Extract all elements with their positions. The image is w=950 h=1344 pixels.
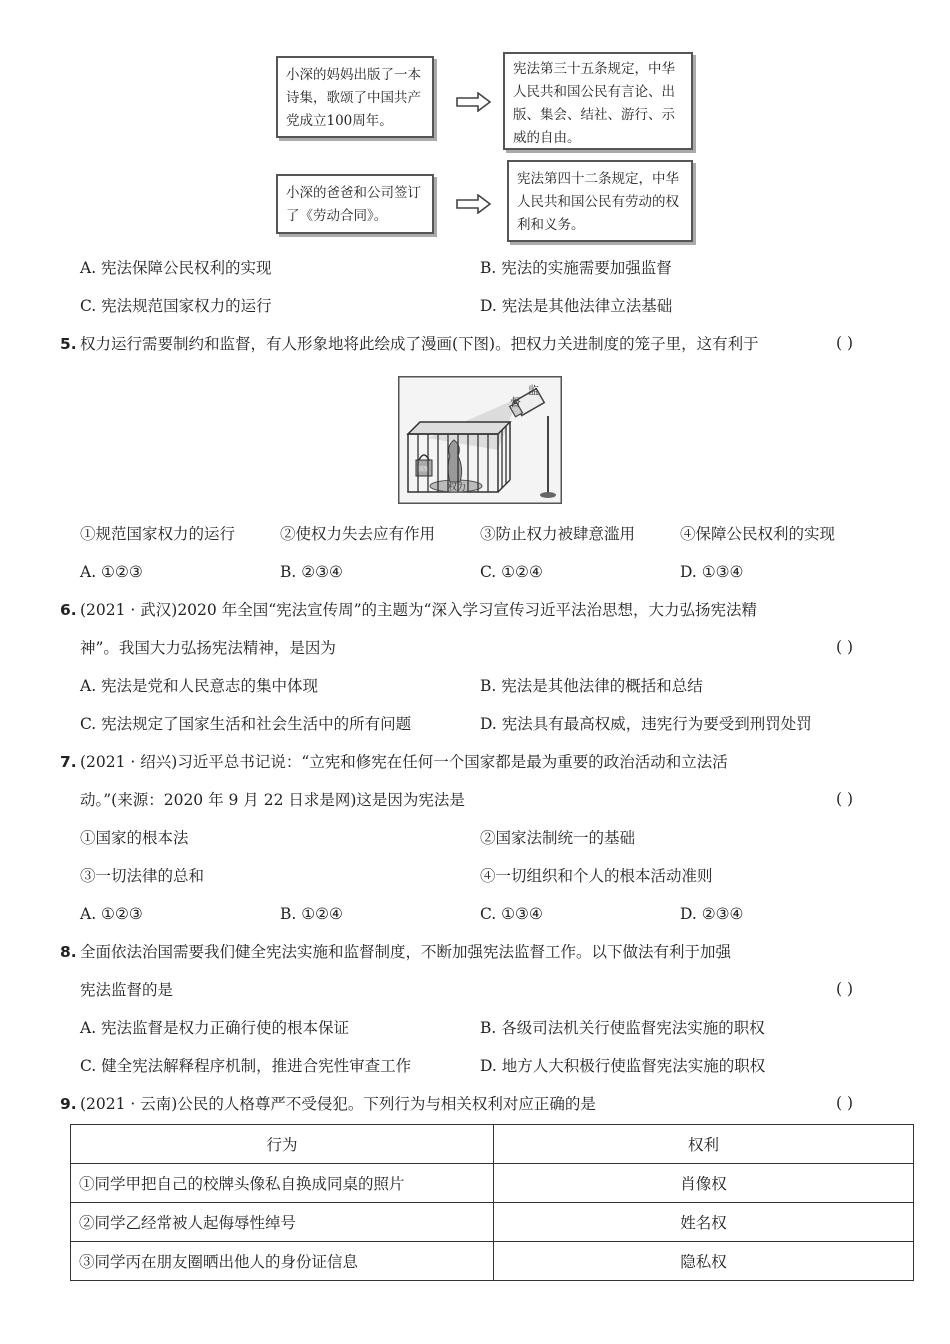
arrow-right-icon <box>456 194 492 218</box>
table-cell-right: 肖像权 <box>494 1164 914 1203</box>
q9-answer-paren[interactable]: ( ) <box>836 1094 854 1112</box>
q7-stem-line1: (2021 · 绍兴)习近平总书记说：“立宪和修宪在任何一个国家都是最为重要的政治活动和立法活 <box>80 753 728 771</box>
q5-option-b[interactable]: B. ②③④ <box>280 563 343 581</box>
cartoon-label-lock: 制度 <box>417 466 430 473</box>
table-header-action: 行为 <box>71 1125 494 1164</box>
diagram-box-article42 <box>507 160 693 242</box>
diagram-text: 小深的爸爸和公司签订 <box>286 185 421 201</box>
cartoon-label-du: 督 <box>510 396 521 409</box>
table-cell-right: 隐私权 <box>494 1242 914 1281</box>
q6-answer-paren[interactable]: ( ) <box>836 638 854 656</box>
arrow-right-icon <box>456 92 492 116</box>
diagram-box-mother <box>276 56 434 138</box>
q9-number: 9. <box>60 1095 77 1113</box>
q8-answer-paren[interactable]: ( ) <box>836 980 854 998</box>
q5-item-4: ④保障公民权利的实现 <box>680 525 836 543</box>
diagram-text: 小深的妈妈出版了一本 <box>286 67 421 83</box>
diagram-text: 宪法第四十二条规定，中华 <box>517 171 679 187</box>
cartoon-label-jian: 监 <box>528 384 539 397</box>
q8-option-b[interactable]: B. 各级司法机关行使监督宪法实施的职权 <box>480 1019 765 1037</box>
q7-item-3: ③一切法律的总和 <box>80 867 205 885</box>
table-cell-action: ②同学乙经常被人起侮辱性绰号 <box>71 1203 494 1242</box>
q8-option-d[interactable]: D. 地方人大积极行使监督宪法实施的职权 <box>480 1057 766 1075</box>
q6-stem-line1: (2021 · 武汉)2020 年全国“宪法宣传周”的主题为“深入学习宣传习近平法治思想，大力弘扬宪法精 <box>80 601 757 619</box>
q5-option-c[interactable]: C. ①②④ <box>480 563 543 581</box>
q7-answer-paren[interactable]: ( ) <box>836 790 854 808</box>
q4-option-c[interactable]: C. 宪法规范国家权力的运行 <box>80 297 272 315</box>
table-header-right: 权利 <box>494 1125 914 1164</box>
diagram-box-article35 <box>503 52 693 150</box>
q6-option-a[interactable]: A. 宪法是党和人民意志的集中体现 <box>80 677 319 695</box>
diagram-text: 人民共和国公民有劳动的权 <box>517 194 679 210</box>
rights-table <box>70 1124 914 1281</box>
q5-item-2: ②使权力失去应有作用 <box>280 525 436 543</box>
table-row <box>71 1164 914 1203</box>
q7-stem-line2: 动。”(来源：2020 年 9 月 22 日求是网)这是因为宪法是 <box>80 791 465 809</box>
diagram-text: 党成立100周年。 <box>286 113 393 129</box>
diagram-text: 版、集会、结社、游行、示 <box>513 107 675 123</box>
q6-option-d[interactable]: D. 宪法具有最高权威，违宪行为要受到刑罚处罚 <box>480 715 812 733</box>
table-cell-action: ①同学甲把自己的校牌头像私自换成同桌的照片 <box>71 1164 494 1203</box>
q8-stem-line1: 全面依法治国需要我们健全宪法实施和监督制度，不断加强宪法监督工作。以下做法有利于加强 <box>80 943 732 961</box>
q7-option-c[interactable]: C. ①③④ <box>480 905 543 923</box>
q5-option-d[interactable]: D. ①③④ <box>680 563 744 581</box>
diagram-text: 宪法第三十五条规定，中华 <box>513 61 675 77</box>
q8-stem-line2: 宪法监督的是 <box>80 981 174 999</box>
q5-answer-paren[interactable]: ( ) <box>836 334 854 352</box>
q4-option-d[interactable]: D. 宪法是其他法律立法基础 <box>480 297 673 315</box>
cartoon-label-power: 权力 <box>448 483 467 493</box>
q5-cartoon <box>398 376 562 508</box>
q4-option-b[interactable]: B. 宪法的实施需要加强监督 <box>480 259 672 277</box>
table-row <box>71 1203 914 1242</box>
q7-option-a[interactable]: A. ①②③ <box>80 905 143 923</box>
table-header-row <box>71 1125 914 1164</box>
table-cell-right: 姓名权 <box>494 1203 914 1242</box>
q8-option-c[interactable]: C. 健全宪法解释程序机制，推进合宪性审查工作 <box>80 1057 412 1075</box>
q8-number: 8. <box>60 943 77 961</box>
diagram-text: 诗集，歌颂了中国共产 <box>286 90 421 106</box>
q6-option-c[interactable]: C. 宪法规定了国家生活和社会生活中的所有问题 <box>80 715 412 733</box>
q5-item-3: ③防止权力被肆意滥用 <box>480 525 636 543</box>
q6-option-b[interactable]: B. 宪法是其他法律的概括和总结 <box>480 677 703 695</box>
table-row <box>71 1242 914 1281</box>
q7-item-2: ②国家法制统一的基础 <box>480 829 636 847</box>
q8-option-a[interactable]: A. 宪法监督是权力正确行使的根本保证 <box>80 1019 350 1037</box>
q7-item-4: ④一切组织和个人的根本活动准则 <box>480 867 713 885</box>
diagram-box-father <box>276 174 434 234</box>
diagram-text: 利和义务。 <box>517 217 585 233</box>
q9-stem: (2021 · 云南)公民的人格尊严不受侵犯。下列行为与相关权利对应正确的是 <box>80 1095 596 1113</box>
q7-option-b[interactable]: B. ①②④ <box>280 905 343 923</box>
table-cell-action: ③同学丙在朋友圈晒出他人的身份证信息 <box>71 1242 494 1281</box>
q5-stem: 权力运行需要制约和监督，有人形象地将此绘成了漫画(下图)。把权力关进制度的笼子里，这有利于 <box>80 335 759 353</box>
diagram-text: 威的自由。 <box>513 130 581 146</box>
q7-option-d[interactable]: D. ②③④ <box>680 905 744 923</box>
q7-item-1: ①国家的根本法 <box>80 829 189 847</box>
q6-stem-line2: 神”。我国大力弘扬宪法精神，是因为 <box>80 639 336 657</box>
q5-option-a[interactable]: A. ①②③ <box>80 563 143 581</box>
diagram-text: 人民共和国公民有言论、出 <box>513 84 675 100</box>
diagram-text: 了《劳动合同》。 <box>286 208 388 224</box>
q4-option-a[interactable]: A. 宪法保障公民权利的实现 <box>80 259 272 277</box>
q6-number: 6. <box>60 601 77 619</box>
q7-number: 7. <box>60 753 77 771</box>
q5-number: 5. <box>60 335 77 353</box>
q5-item-1: ①规范国家权力的运行 <box>80 525 236 543</box>
